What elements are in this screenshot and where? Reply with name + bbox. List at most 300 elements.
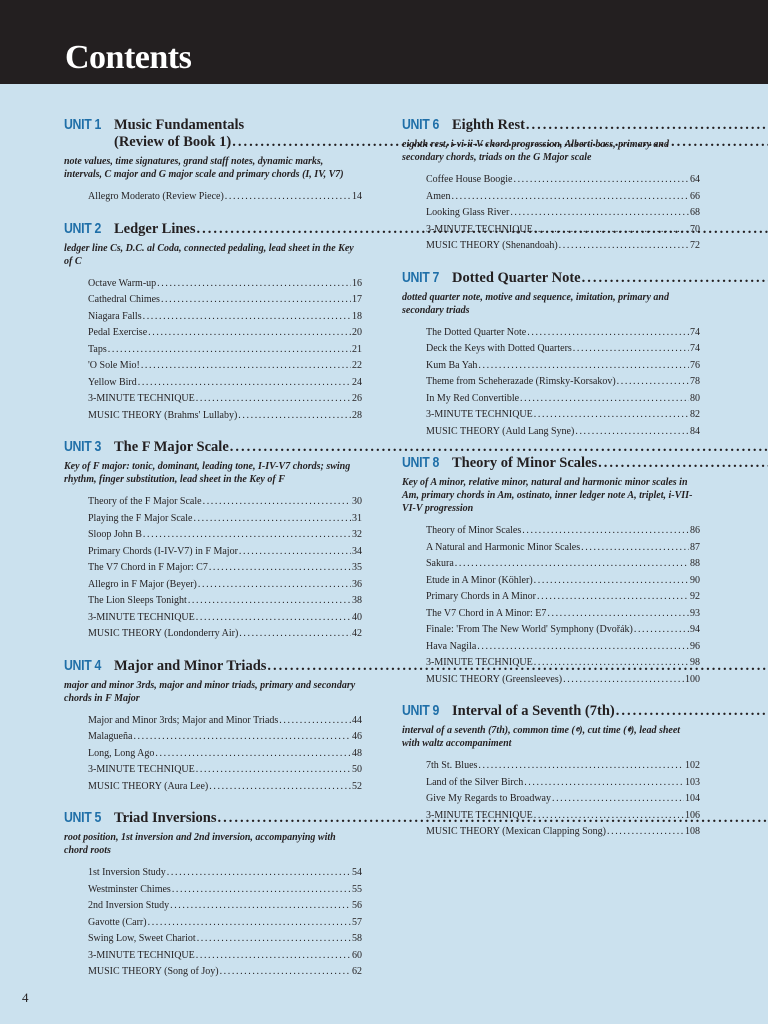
toc-entry[interactable] <box>88 931 362 948</box>
unit-title-line <box>452 270 768 287</box>
entry-page: 36 <box>352 578 362 590</box>
entry-title: Major and Minor 3rds; Major and Minor Triads <box>88 714 279 726</box>
dot-leader <box>598 455 768 472</box>
entry-title: 3-MINUTE TECHNIQUE <box>426 223 533 235</box>
dot-leader <box>196 762 351 779</box>
unit-heading[interactable] <box>402 269 700 287</box>
page-number: 4 <box>22 990 29 1005</box>
unit-title: Theory of Minor Scales <box>452 455 598 471</box>
toc-entry[interactable] <box>88 276 362 293</box>
dot-leader <box>143 309 351 326</box>
entry-page: 92 <box>690 591 700 602</box>
entry-page: 62 <box>352 966 362 977</box>
dot-leader <box>526 117 768 134</box>
unit-title-block <box>452 703 768 720</box>
dot-leader <box>522 523 689 540</box>
toc-entry[interactable] <box>426 775 700 792</box>
dot-leader <box>238 408 351 425</box>
entry-title: Octave Warm-up <box>88 277 157 289</box>
entry-title: Cathedral Chimes <box>88 294 160 305</box>
toc-entry[interactable] <box>88 713 362 730</box>
entry-title: The Lion Sleeps Tonight <box>88 595 187 606</box>
dot-leader <box>616 703 768 720</box>
unit-section <box>402 702 700 841</box>
unit-section <box>402 454 700 688</box>
unit-section <box>402 269 700 441</box>
toc-entry[interactable] <box>88 882 362 899</box>
entry-title: In My Red Convertible <box>426 392 520 404</box>
toc-entry[interactable] <box>426 655 700 672</box>
dot-leader <box>477 639 689 656</box>
toc-entry[interactable] <box>426 424 700 441</box>
dot-leader <box>133 729 351 746</box>
dot-leader <box>239 544 351 561</box>
entry-page: 55 <box>352 883 362 895</box>
entry-title: Yellow Bird <box>88 376 137 388</box>
dot-leader <box>478 758 684 775</box>
entry-title: MUSIC THEORY (Greensleeves) <box>426 673 563 685</box>
dot-leader <box>510 205 689 222</box>
dot-leader <box>108 342 351 359</box>
toc-entry[interactable] <box>88 948 362 965</box>
unit-title-block <box>452 455 768 472</box>
toc-entry[interactable] <box>426 791 700 808</box>
entry-page: 76 <box>690 359 700 371</box>
unit-description: ledger line Cs, D.C. al Coda, connected pedaling, lead sheet in the Key of C <box>64 242 354 267</box>
toc-entry[interactable] <box>426 589 700 606</box>
toc-entry[interactable] <box>426 824 700 841</box>
unit-label: UNIT 7 <box>402 268 439 286</box>
entry-page: 48 <box>352 747 362 759</box>
toc-entry[interactable] <box>426 238 700 255</box>
unit-title: Music Fundamentals <box>114 117 245 133</box>
entry-title: Allegro Moderato (Review Piece) <box>88 191 224 202</box>
entry-page: 35 <box>352 562 362 573</box>
entry-page: 103 <box>685 776 700 788</box>
dot-leader <box>209 560 351 577</box>
toc-entry[interactable] <box>426 540 700 557</box>
unit-section <box>64 220 362 425</box>
entry-title: Long, Long Ago <box>88 747 155 759</box>
contents-column-right <box>402 116 700 855</box>
entry-page: 64 <box>690 174 700 185</box>
unit-section <box>64 809 362 981</box>
toc-entry[interactable] <box>426 325 700 342</box>
entry-page: 106 <box>685 809 700 821</box>
dot-leader <box>239 626 351 643</box>
unit-description: note values, time signatures, grand staff notes, dynamic marks, intervals, C major and G major scale and primary chords (I, IV, V7) <box>64 156 344 180</box>
entry-title: Finale: 'From The New World' Symphony (Dvořák) <box>426 624 633 635</box>
toc-entry[interactable] <box>88 610 362 627</box>
dot-leader <box>203 494 351 511</box>
entry-list <box>402 172 700 255</box>
unit-label: UNIT 6 <box>402 116 439 133</box>
entry-title: Theory of Minor Scales <box>426 525 522 536</box>
entry-title: MUSIC THEORY (Song of Joy) <box>88 966 219 977</box>
unit-title-line <box>452 117 768 134</box>
toc-entry[interactable] <box>426 189 700 206</box>
dot-leader <box>582 270 768 287</box>
dot-leader <box>143 527 351 544</box>
dot-leader <box>451 189 689 206</box>
dot-leader <box>534 573 689 590</box>
entry-title: 1st Inversion Study <box>88 867 166 878</box>
entry-page: 57 <box>352 916 362 928</box>
entry-title: Coffee House Boogie <box>426 174 513 185</box>
dot-leader <box>520 391 689 408</box>
toc-entry[interactable] <box>88 358 362 375</box>
entry-page: 32 <box>352 529 362 540</box>
unit-label: UNIT 8 <box>402 454 439 471</box>
entry-title: 3-MINUTE TECHNIQUE <box>426 657 533 668</box>
entry-page: 94 <box>690 624 700 635</box>
entry-page: 22 <box>352 360 362 371</box>
entry-title: MUSIC THEORY (Londonderry Air) <box>88 628 239 639</box>
toc-entry[interactable] <box>88 325 362 342</box>
entry-title: Niagara Falls <box>88 310 142 322</box>
entry-page: 56 <box>352 900 362 911</box>
unit-heading[interactable] <box>402 454 700 472</box>
entry-list <box>64 276 362 425</box>
unit-heading[interactable] <box>64 220 362 238</box>
entry-page: 17 <box>352 294 362 305</box>
unit-heading[interactable] <box>64 657 362 675</box>
entry-list <box>64 865 362 981</box>
toc-entry[interactable] <box>426 172 700 189</box>
unit-heading[interactable] <box>64 116 362 151</box>
toc-entry[interactable] <box>88 342 362 359</box>
toc-entry[interactable] <box>426 556 700 573</box>
dot-leader <box>537 589 689 606</box>
toc-entry[interactable] <box>426 672 700 689</box>
entry-page: 42 <box>352 628 362 639</box>
unit-title-line <box>452 703 768 720</box>
entry-page: 24 <box>352 376 362 388</box>
unit-title: The F Major Scale <box>114 439 229 455</box>
dot-leader <box>581 540 689 557</box>
toc-entry[interactable] <box>88 779 362 796</box>
toc-entry[interactable] <box>426 606 700 623</box>
dot-leader <box>220 964 351 981</box>
entry-page: 44 <box>352 714 362 726</box>
entry-title: 3-MINUTE TECHNIQUE <box>426 409 533 420</box>
dot-leader <box>193 511 351 528</box>
dot-leader <box>196 948 351 965</box>
entry-title: 'O Sole Mio! <box>88 360 140 371</box>
unit-title-block <box>452 117 768 134</box>
dot-leader <box>575 424 689 441</box>
entry-page: 54 <box>352 867 362 878</box>
unit-title: (Review of Book 1) <box>114 134 232 150</box>
unit-heading[interactable] <box>64 809 362 827</box>
unit-description: Key of F major: tonic, dominant, leading tone, I-IV-V7 chords; swing rhythm, finger substitution, lead sheet in the Key of F <box>64 461 351 485</box>
toc-entry[interactable] <box>88 527 362 544</box>
dot-leader <box>534 222 689 239</box>
unit-description: root position, 1st inversion and 2nd inversion, accompanying with chord roots <box>64 832 336 856</box>
dot-leader <box>607 824 684 841</box>
entry-title: Deck the Keys with Dotted Quarters <box>426 343 572 354</box>
entry-title: Gavotte (Carr) <box>88 916 147 928</box>
entry-page: 14 <box>352 191 362 202</box>
unit-description: interval of a seventh (7th), common time (𝄴), cut time (𝄵), lead sheet with waltz accompaniment <box>402 725 681 749</box>
entry-page: 98 <box>690 657 700 668</box>
unit-description: dotted quarter note, motive and sequence, imitation, primary and secondary triads <box>402 291 669 316</box>
entry-page: 16 <box>352 277 362 289</box>
toc-entry[interactable] <box>88 309 362 326</box>
dot-leader <box>172 882 351 899</box>
entry-title: Land of the Silver Birch <box>426 776 524 788</box>
dot-leader <box>225 189 351 206</box>
entry-title: 2nd Inversion Study <box>88 900 170 911</box>
entry-page: 82 <box>690 409 700 420</box>
entry-title: 3-MINUTE TECHNIQUE <box>88 393 195 404</box>
dot-leader <box>138 375 351 392</box>
toc-entry[interactable] <box>88 729 362 746</box>
toc-entry[interactable] <box>88 494 362 511</box>
unit-heading[interactable] <box>64 438 362 456</box>
entry-title: Pedal Exercise <box>88 327 148 338</box>
entry-page: 100 <box>685 673 700 685</box>
entry-page: 66 <box>690 190 700 202</box>
dot-leader <box>455 556 689 573</box>
entry-list <box>64 189 362 206</box>
toc-entry[interactable] <box>426 341 700 358</box>
entry-page: 96 <box>690 640 700 652</box>
entry-page: 52 <box>352 780 362 792</box>
entry-page: 74 <box>690 343 700 354</box>
entry-list <box>64 494 362 643</box>
toc-entry[interactable] <box>88 964 362 981</box>
entry-page: 108 <box>685 826 700 837</box>
toc-entry[interactable] <box>88 577 362 594</box>
entry-page: 40 <box>352 611 362 623</box>
entry-title: Primary Chords (I-IV-V7) in F Major <box>88 545 238 557</box>
toc-entry[interactable] <box>426 407 700 424</box>
entry-page: 50 <box>352 764 362 775</box>
dot-leader <box>196 391 351 408</box>
dot-leader <box>148 915 351 932</box>
toc-entry[interactable] <box>88 511 362 528</box>
entry-page: 30 <box>352 496 362 507</box>
dot-leader <box>209 779 351 796</box>
toc-entry[interactable] <box>88 762 362 779</box>
entry-title: Playing the F Major Scale <box>88 512 193 524</box>
entry-list <box>402 325 700 441</box>
unit-label: UNIT 3 <box>64 438 101 455</box>
dot-leader <box>617 374 689 391</box>
entry-page: 84 <box>690 425 700 437</box>
dot-leader <box>563 672 684 689</box>
toc-entry[interactable] <box>426 622 700 639</box>
entry-page: 72 <box>690 240 700 251</box>
entry-title: 3-MINUTE TECHNIQUE <box>88 949 195 961</box>
toc-entry[interactable] <box>426 758 700 775</box>
page-title: Contents <box>65 39 192 76</box>
toc-entry[interactable] <box>88 746 362 763</box>
unit-title: Triad Inversions <box>114 810 217 826</box>
toc-entry[interactable] <box>88 915 362 932</box>
toc-entry[interactable] <box>426 222 700 239</box>
dot-leader <box>527 325 689 342</box>
unit-label: UNIT 2 <box>64 219 101 237</box>
dot-leader <box>197 931 351 948</box>
toc-entry[interactable] <box>88 626 362 643</box>
entry-page: 28 <box>352 409 362 421</box>
entry-title: The V7 Chord in A Minor: E7 <box>426 607 547 619</box>
dot-leader <box>634 622 689 639</box>
unit-description: major and minor 3rds, major and minor triads, primary and secondary chords in F Major <box>64 679 356 704</box>
unit-label: UNIT 9 <box>402 702 439 719</box>
entry-page: 20 <box>352 327 362 338</box>
entry-page: 93 <box>690 607 700 619</box>
entry-title: Allegro in F Major (Beyer) <box>88 578 197 590</box>
dot-leader <box>148 325 351 342</box>
entry-title: MUSIC THEORY (Brahms' Lullaby) <box>88 409 238 421</box>
dot-leader <box>279 713 351 730</box>
toc-entry[interactable] <box>426 573 700 590</box>
toc-entry[interactable] <box>426 639 700 656</box>
entry-title: Swing Low, Sweet Chariot <box>88 933 196 944</box>
entry-title: Looking Glass River <box>426 207 510 218</box>
unit-title-line <box>452 455 768 472</box>
dot-leader <box>141 358 351 375</box>
dot-leader <box>559 238 689 255</box>
unit-section <box>64 438 362 643</box>
unit-section <box>64 657 362 796</box>
unit-title: Interval of a Seventh (7th) <box>452 703 615 719</box>
entry-title: Kum Ba Yah <box>426 359 478 371</box>
dot-leader <box>170 898 351 915</box>
unit-title: Dotted Quarter Note <box>452 269 581 286</box>
dot-leader <box>534 407 689 424</box>
unit-label: UNIT 4 <box>64 656 101 674</box>
entry-page: 68 <box>690 207 700 218</box>
toc-entry[interactable] <box>426 523 700 540</box>
toc-entry[interactable] <box>426 358 700 375</box>
entry-title: MUSIC THEORY (Shenandoah) <box>426 240 558 251</box>
contents-column-left <box>64 116 362 995</box>
toc-entry[interactable] <box>426 391 700 408</box>
entry-page: 46 <box>352 731 362 742</box>
toc-entry[interactable] <box>426 374 700 391</box>
entry-title: The Dotted Quarter Note <box>426 326 527 338</box>
toc-entry[interactable] <box>426 205 700 222</box>
toc-entry[interactable] <box>88 391 362 408</box>
toc-entry[interactable] <box>88 189 362 206</box>
dot-leader <box>478 358 689 375</box>
toc-entry[interactable] <box>88 865 362 882</box>
dot-leader <box>573 341 689 358</box>
toc-entry[interactable] <box>88 898 362 915</box>
entry-title: Sloop John B <box>88 529 142 540</box>
toc-entry[interactable] <box>88 292 362 309</box>
entry-title: MUSIC THEORY (Aura Lee) <box>88 780 209 792</box>
entry-title: Hava Nagila <box>426 640 477 652</box>
toc-entry[interactable] <box>88 375 362 392</box>
unit-title: Ledger Lines <box>114 220 196 237</box>
entry-page: 38 <box>352 595 362 606</box>
entry-page: 104 <box>685 793 700 804</box>
dot-leader <box>524 775 684 792</box>
dot-leader <box>534 655 689 672</box>
unit-label: UNIT 5 <box>64 809 101 826</box>
unit-title: Eighth Rest <box>452 117 525 133</box>
toc-entry[interactable] <box>88 593 362 610</box>
dot-leader <box>155 746 351 763</box>
dot-leader <box>552 791 684 808</box>
entry-title: 3-MINUTE TECHNIQUE <box>88 764 195 775</box>
dot-leader <box>167 865 351 882</box>
unit-description: Key of A minor, relative minor, natural and harmonic minor scales in Am, primary chords in Am, ostinato, inner ledger note A, triplet, i-VII-VI-V progression <box>402 477 693 514</box>
entry-title: 7th St. Blues <box>426 760 478 771</box>
entry-title: A Natural and Harmonic Minor Scales <box>426 541 581 553</box>
unit-heading[interactable] <box>402 116 700 134</box>
entry-title: Theory of the F Major Scale <box>88 496 202 507</box>
entry-title: MUSIC THEORY (Mexican Clapping Song) <box>426 826 606 837</box>
toc-entry[interactable] <box>88 560 362 577</box>
dot-leader <box>547 606 689 623</box>
entry-title: MUSIC THEORY (Auld Lang Syne) <box>426 425 575 437</box>
entry-title: Etude in A Minor (Köhler) <box>426 574 533 586</box>
dot-leader <box>196 610 351 627</box>
unit-title-block <box>452 270 768 287</box>
unit-section <box>402 116 700 255</box>
toc-entry[interactable] <box>426 808 700 825</box>
entry-page: 74 <box>690 326 700 338</box>
entry-page: 87 <box>690 541 700 553</box>
entry-title: Amen <box>426 190 451 202</box>
entry-page: 80 <box>690 392 700 404</box>
entry-title: Give My Regards to Broadway <box>426 793 551 804</box>
entry-list <box>402 758 700 841</box>
dot-leader <box>161 292 351 309</box>
unit-title: Major and Minor Triads <box>114 657 267 674</box>
entry-page: 86 <box>690 525 700 536</box>
dot-leader <box>534 808 684 825</box>
entry-title: Taps <box>88 343 107 355</box>
entry-title: Theme from Scheherazade (Rimsky-Korsakov) <box>426 376 616 387</box>
entry-title: 3-MINUTE TECHNIQUE <box>426 809 533 821</box>
unit-heading[interactable] <box>402 702 700 720</box>
dot-leader <box>198 577 351 594</box>
entry-page: 31 <box>352 512 362 524</box>
unit-description: eighth rest, i-vi-ii-V chord progression, Alberti bass, primary and secondary chords, triads on the G Major scale <box>402 139 669 163</box>
entry-page: 58 <box>352 933 362 944</box>
entry-page: 60 <box>352 949 362 961</box>
entry-page: 78 <box>690 376 700 387</box>
unit-label: UNIT 1 <box>64 116 101 133</box>
entry-title: Malagueña <box>88 731 133 742</box>
dot-leader <box>188 593 351 610</box>
entry-title: 3-MINUTE TECHNIQUE <box>88 611 195 623</box>
entry-page: 26 <box>352 393 362 404</box>
entry-title: Westminster Chimes <box>88 883 171 895</box>
entry-page: 18 <box>352 310 362 322</box>
dot-leader <box>157 276 351 293</box>
entry-title: The V7 Chord in F Major: C7 <box>88 562 208 573</box>
entry-page: 34 <box>352 545 362 557</box>
dot-leader <box>513 172 689 189</box>
entry-page: 102 <box>685 760 700 771</box>
entry-page: 21 <box>352 343 362 355</box>
toc-entry[interactable] <box>88 408 362 425</box>
entry-page: 90 <box>690 574 700 586</box>
entry-list <box>402 523 700 688</box>
entry-list <box>64 713 362 796</box>
entry-title: Primary Chords in A Minor <box>426 591 537 602</box>
entry-page: 88 <box>690 558 700 569</box>
toc-entry[interactable] <box>88 544 362 561</box>
